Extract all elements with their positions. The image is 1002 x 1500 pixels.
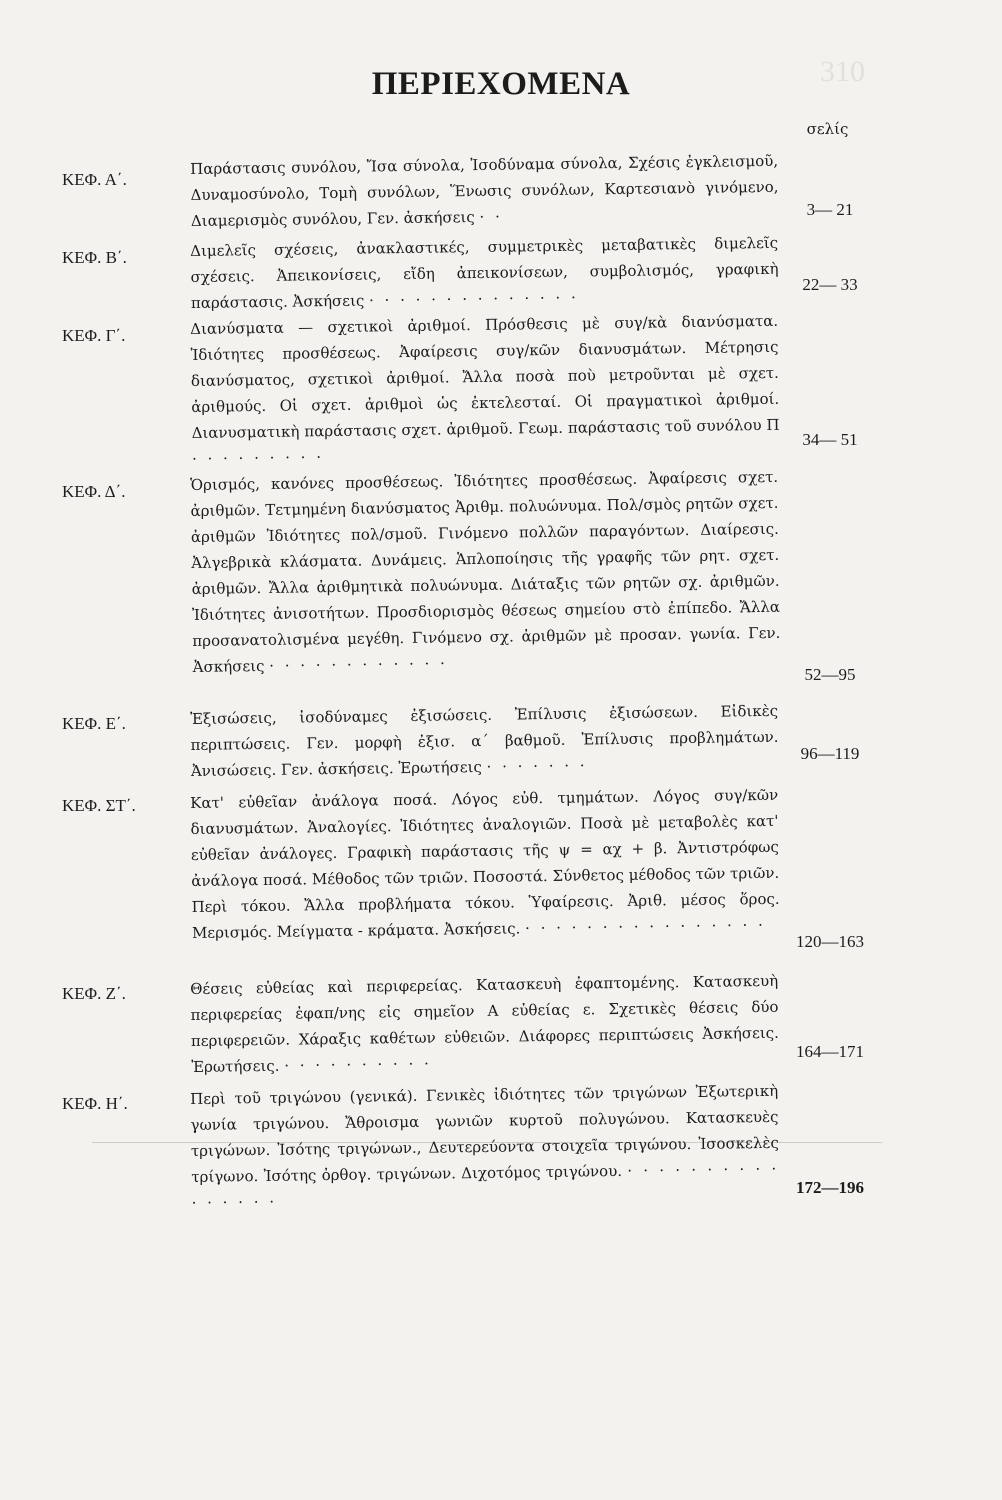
- chapter-label: ΚΕΦ. ΣΤ΄.: [62, 796, 136, 815]
- dot-leader: · · · · · · ·: [486, 756, 588, 776]
- chapter-description: Κατ' εὐθεῖαν ἀνάλογα ποσά. Λόγος εὐθ. τμημάτων. Λόγος συγ/κῶν διανυσμάτων. Ἀναλογίες. Ἰδιότητες ἀναλογιῶν. Ποσὰ μὲ μεταβολὲς κατ' εὐθεῖαν ἀνάλογες. Γραφικὴ παράστασις τῆς ψ = αχ + β. Ἀντιστρόφως ἀνάλογα ποσά. Μέθοδος τῶν τριῶν. Ποσοστά. Σύνθετος μέθοδος τῶν τριῶν. Περὶ τόκου. Ἄλλα προβλήματα τόκου. Ὑφαίρεσις. Ἀριθ. μέσος ὅρος. Μερισμός. Μείγματα - κράματα. Ἀσκήσεις.: [190, 785, 780, 942]
- chapter-text: [190, 464, 781, 680]
- chapter-text: [190, 308, 780, 472]
- chapter-text: [190, 1078, 780, 1216]
- chapter-pages: 164—171: [796, 1042, 864, 1061]
- chapter-pages: 34— 51: [802, 430, 858, 449]
- dot-leader: · · · · · · · · · · · · · · · ·: [524, 915, 767, 938]
- chapter-pages: 120—163: [796, 932, 864, 951]
- chapter-pages: 52—95: [804, 665, 856, 684]
- chapter-pages: 3— 21: [806, 200, 854, 219]
- chapter-label: ΚΕΦ. Γ΄.: [62, 326, 126, 345]
- chapter-description: Παράστασις συνόλου, Ἴσα σύνολα, Ἰσοδύναμα σύνολα, Σχέσις ἐγκλεισμοῦ, Δυναμοσύνολο, Τομὴ συνόλων, Ἕνωσις συνόλων, Καρτεσιανὸ γινόμενο, Διαμερισμὸς συνόλου, Γεν. ἀσκήσεις: [190, 151, 779, 230]
- chapter-text: [190, 230, 779, 316]
- chapter-text: [190, 148, 779, 234]
- ghost-page-number: 310: [820, 55, 865, 88]
- chapter-description: Διμελεῖς σχέσεις, ἀνακλαστικές, συμμετρικὲς μεταβατικὲς διμελεῖς σχέσεις. Ἀπεικονίσεις, εἴδη ἀπεικονίσεων, συμβολισμός, γραφικὴ παράστασις. Ἀσκήσεις: [190, 233, 779, 312]
- dot-leader: · · · · · · · · · · · · · · · ·: [191, 1159, 780, 1212]
- pages-column-header: σελίς: [806, 120, 849, 138]
- chapter-text: [190, 782, 780, 946]
- chapter-description: Ὁρισμός, κανόνες προσθέσεως. Ἰδιότητες προσθέσεως. Ἀφαίρεσις σχετ. ἀριθμῶν. Τετμημένη διανύσματος Ἀριθμ. πολυώνυμα. Πολ/σμὸς ρητῶν σχετ. ἀριθμῶν Ἰδιότητες πολ/σμοῦ. Γινόμενο πολλῶν παραγόντων. Διαίρεσις. Ἀλγεβρικὰ κλάσματα. Δυνάμεις. Ἁπλοποίησις τῆς γραφῆς τῶν ρητ. σχετ. ἀριθμῶν. Ἄλλα ἀριθμητικὰ πολυώνυμα. Διάταξις τῶν ρητῶν σχ. ἀριθμῶν. Ἰδιότητες ἀνισοτήτων. Προσδιορισμὸς θέσεως σημείου στὸ ἐπίπεδο. Ἄλλα προσανατολισμένα μεγέθη. Γινόμενο σχ. ἀριθμῶν μὲ προσαν. γωνία. Γεν. Ἀσκήσεις: [190, 467, 781, 676]
- chapter-description: Ἐξισώσεις, ἰσοδύναμες ἐξισώσεις. Ἐπίλυσις ἐξισώσεων. Εἰδικὲς περιπτώσεις. Γεν. μορφὴ ἐξισ. α΄ βαθμοῦ. Ἐπίλυσις προβλημάτων. Ἀνισώσεις. Γεν. ἀσκήσεις. Ἐρωτήσεις: [190, 701, 779, 780]
- chapter-text: [190, 698, 779, 784]
- dot-leader: · ·: [479, 207, 503, 226]
- dot-leader: · · · · · · · · · ·: [284, 1054, 432, 1075]
- chapter-label: ΚΕΦ. Ζ΄.: [62, 984, 126, 1003]
- chapter-label: ΚΕΦ. Α΄.: [62, 170, 127, 189]
- chapter-description: Θέσεις εὐθείας καὶ περιφερείας. Κατασκευὴ ἐφαπτομένης. Κατασκευὴ περιφερείας ἐφαπ/νης εἰς σημεῖον Α εὐθείας ε. Σχετικὲς θέσεις δύο περιφερειῶν. Χάραξις καθέτων εὐθειῶν. Διάφορες περιπτώσεις Ἀσκήσεις. Ἐρωτήσεις.: [190, 971, 779, 1076]
- chapter-description: Διανύσματα — σχετικοὶ ἀριθμοί. Πρόσθεσις μὲ συγ/κὰ διανύσματα. Ἰδιότητες προσθέσεως. Ἀφαίρεσις συγ/κῶν διανυσμάτων. Μέτρησις διανύσματος, σχετικοὶ ἀριθμοί. Ἄλλα ποσὰ ποὺ μετροῦνται μὲ σχετ. ἀριθμούς. Οἱ σχετ. ἀριθμοὶ ὡς ἐκτελεσταί. Οἱ πραγματικοὶ ἀριθμοί. Διανυσματικὴ παράστασις σχετ. ἀριθμοῦ. Γεωμ. παράστασις τοῦ συνόλου Π: [190, 311, 780, 442]
- dot-leader: · · · · · · · · · · · · · ·: [368, 288, 579, 310]
- chapter-label: ΚΕΦ. Η΄.: [62, 1094, 128, 1113]
- chapter-description: Περὶ τοῦ τριγώνου (γενικά). Γενικὲς ἰδιότητες τῶν τριγώνων Ἐξωτερικὴ γωνία τριγώνου. Ἄθροισμα γωνιῶν κυρτοῦ πολυγώνου. Κατασκευὲς τριγώνων. Ἰσότης τριγώνων., Δευτερεύοντα στοιχεῖα τριγώνου. Ἰσοσκελὲς τρίγωνο. Ἰσότης ὀρθογ. τριγώνων. Διχοτόμος τριγώνου.: [190, 1081, 779, 1186]
- chapter-label: ΚΕΦ. Ε΄.: [62, 714, 126, 733]
- page-title: ΠΕΡΙΕΧΟΜΕΝΑ: [371, 66, 631, 102]
- chapter-label: ΚΕΦ. Δ΄.: [62, 482, 126, 501]
- chapter-pages: 96—119: [800, 744, 860, 763]
- chapter-label: ΚΕΦ. Β΄.: [62, 248, 127, 267]
- chapter-pages: 22— 33: [802, 275, 858, 294]
- chapter-text: [190, 968, 779, 1080]
- dot-leader: · · · · · · · · ·: [191, 448, 325, 468]
- dot-leader: · · · · · · · · · · · ·: [269, 654, 449, 675]
- chapter-pages: 172—196: [796, 1178, 864, 1197]
